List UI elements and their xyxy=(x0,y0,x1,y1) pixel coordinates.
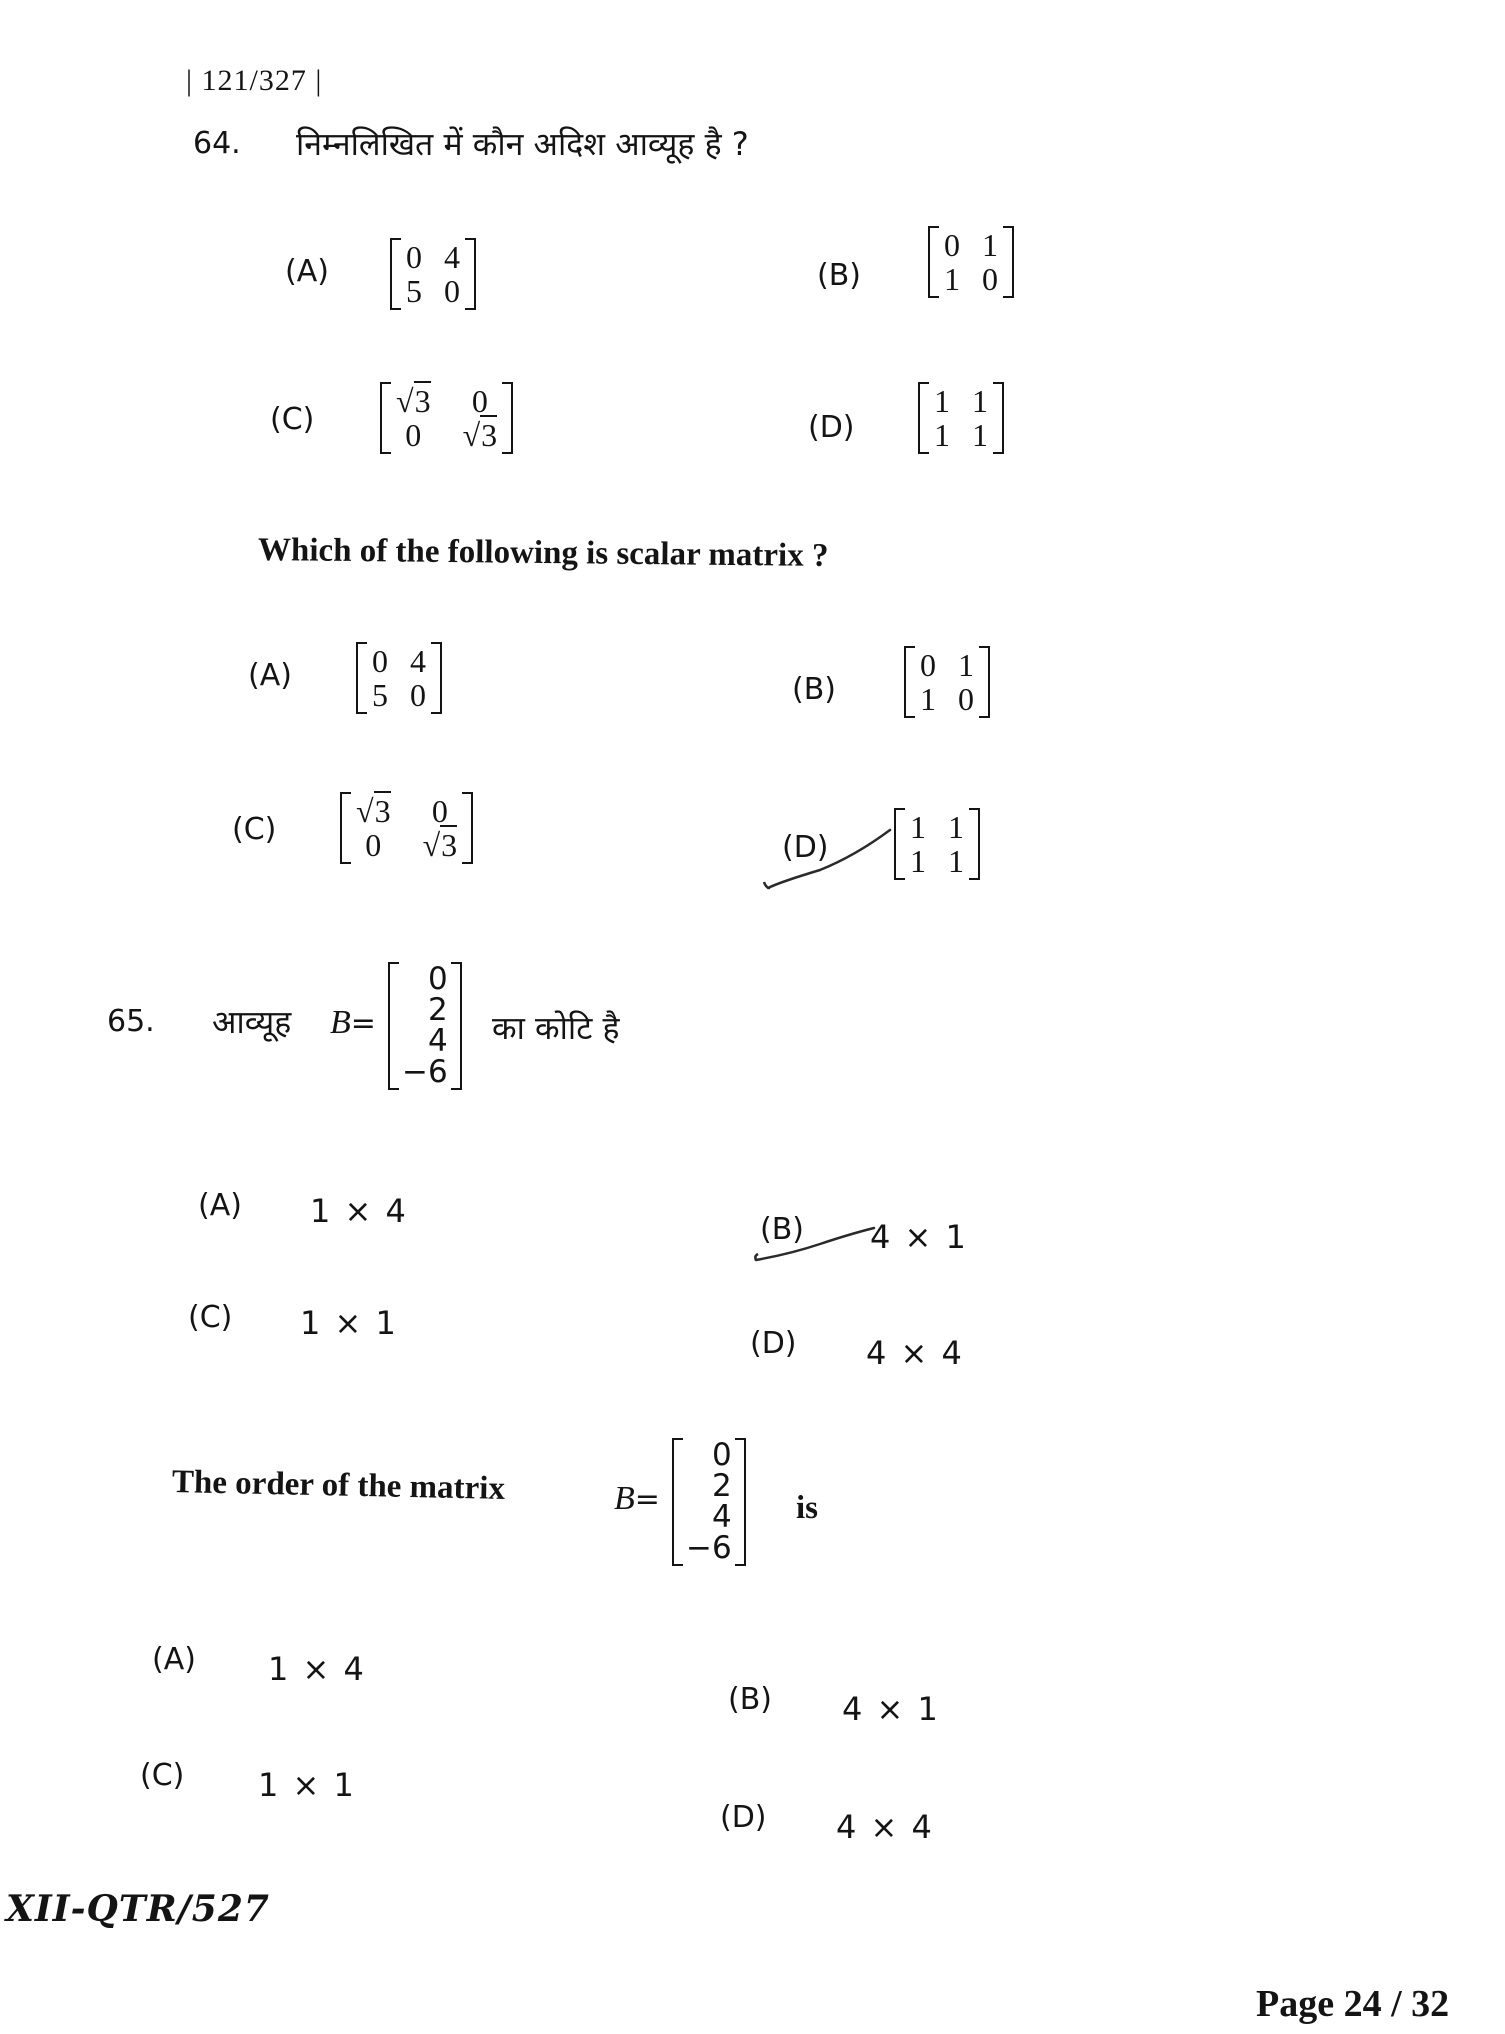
q64-en-option-b-label: (B) xyxy=(792,672,836,707)
q64-en-option-c-label: (C) xyxy=(232,812,277,847)
q65-hi-option-b-label: (B) xyxy=(760,1212,804,1247)
handwritten-tick-mark-icon xyxy=(750,1210,880,1270)
q65-en-option-c-label: (C) xyxy=(140,1758,185,1793)
q64-en-option-a-label: (A) xyxy=(248,658,292,693)
q64-en-option-a-matrix: 0 4 5 0 xyxy=(356,642,442,714)
question-65-english-prefix: The order of the matrix xyxy=(171,1464,506,1507)
q64-hi-option-c-label: (C) xyxy=(270,402,315,437)
q65-en-option-b-label: (B) xyxy=(728,1682,772,1717)
q65-en-option-a-value: 1 × 4 xyxy=(268,1650,366,1688)
q64-hi-option-d-label: (D) xyxy=(808,410,855,445)
question-65-matrix-name: B= xyxy=(330,1004,376,1041)
q65-hi-option-d-label: (D) xyxy=(750,1326,797,1361)
q65-en-option-c-value: 1 × 1 xyxy=(258,1766,356,1804)
q64-en-option-d-label: (D) xyxy=(782,830,829,865)
question-number-65: 65. xyxy=(107,1004,155,1039)
q64-en-option-c-matrix: √3 0 0 √3 xyxy=(340,792,473,864)
question-64-hindi-text: निम्नलिखित में कौन अदिश आव्यूह है ? xyxy=(296,125,749,163)
paper-code: XII-QTR/527 xyxy=(6,1888,270,1930)
question-65-hindi-suffix: का कोटि है xyxy=(492,1009,620,1047)
q64-hi-option-b-label: (B) xyxy=(817,258,861,293)
q64-hi-option-a-matrix: 0 4 5 0 xyxy=(390,238,476,310)
q65-en-option-a-label: (A) xyxy=(152,1642,196,1677)
q65-en-option-d-value: 4 × 4 xyxy=(836,1808,934,1846)
question-number-64: 64. xyxy=(193,126,241,161)
q64-en-option-b-matrix: 0 1 1 0 xyxy=(904,646,990,718)
page-number: Page 24 / 32 xyxy=(1256,1983,1450,2025)
q64-en-option-d-matrix: 1 1 1 1 xyxy=(894,808,980,880)
q65-en-option-b-value: 4 × 1 xyxy=(842,1690,940,1728)
q64-hi-option-a-label: (A) xyxy=(285,254,329,289)
q64-hi-option-d-matrix: 1 1 1 1 xyxy=(918,382,1004,454)
question-65-hindi-prefix: आव्यूह xyxy=(212,1003,292,1041)
q65-hi-option-b-value: 4 × 1 xyxy=(870,1218,968,1256)
q65-en-option-d-label: (D) xyxy=(720,1800,767,1835)
q65-hi-option-c-label: (C) xyxy=(188,1300,233,1335)
q64-hi-option-b-matrix: 0 1 1 0 xyxy=(928,226,1014,298)
q65-hi-option-d-value: 4 × 4 xyxy=(866,1334,964,1372)
q65-en-column-matrix: 0 2 4 −6 xyxy=(672,1438,746,1566)
q64-hi-option-c-matrix: √3 0 0 √3 xyxy=(380,382,513,454)
question-65-en-matrix-name: B= xyxy=(614,1480,660,1517)
q65-hi-column-matrix: 0 2 4 −6 xyxy=(388,962,462,1090)
q65-hi-option-c-value: 1 × 1 xyxy=(300,1304,398,1342)
question-65-english-suffix: is xyxy=(796,1490,819,1526)
handwritten-tick-mark-icon xyxy=(760,818,900,898)
page-reference: | 121/327 | xyxy=(186,64,323,97)
q65-hi-option-a-label: (A) xyxy=(198,1188,242,1223)
question-64-english-text: Which of the following is scalar matrix ? xyxy=(257,532,829,574)
q65-hi-option-a-value: 1 × 4 xyxy=(310,1192,408,1230)
